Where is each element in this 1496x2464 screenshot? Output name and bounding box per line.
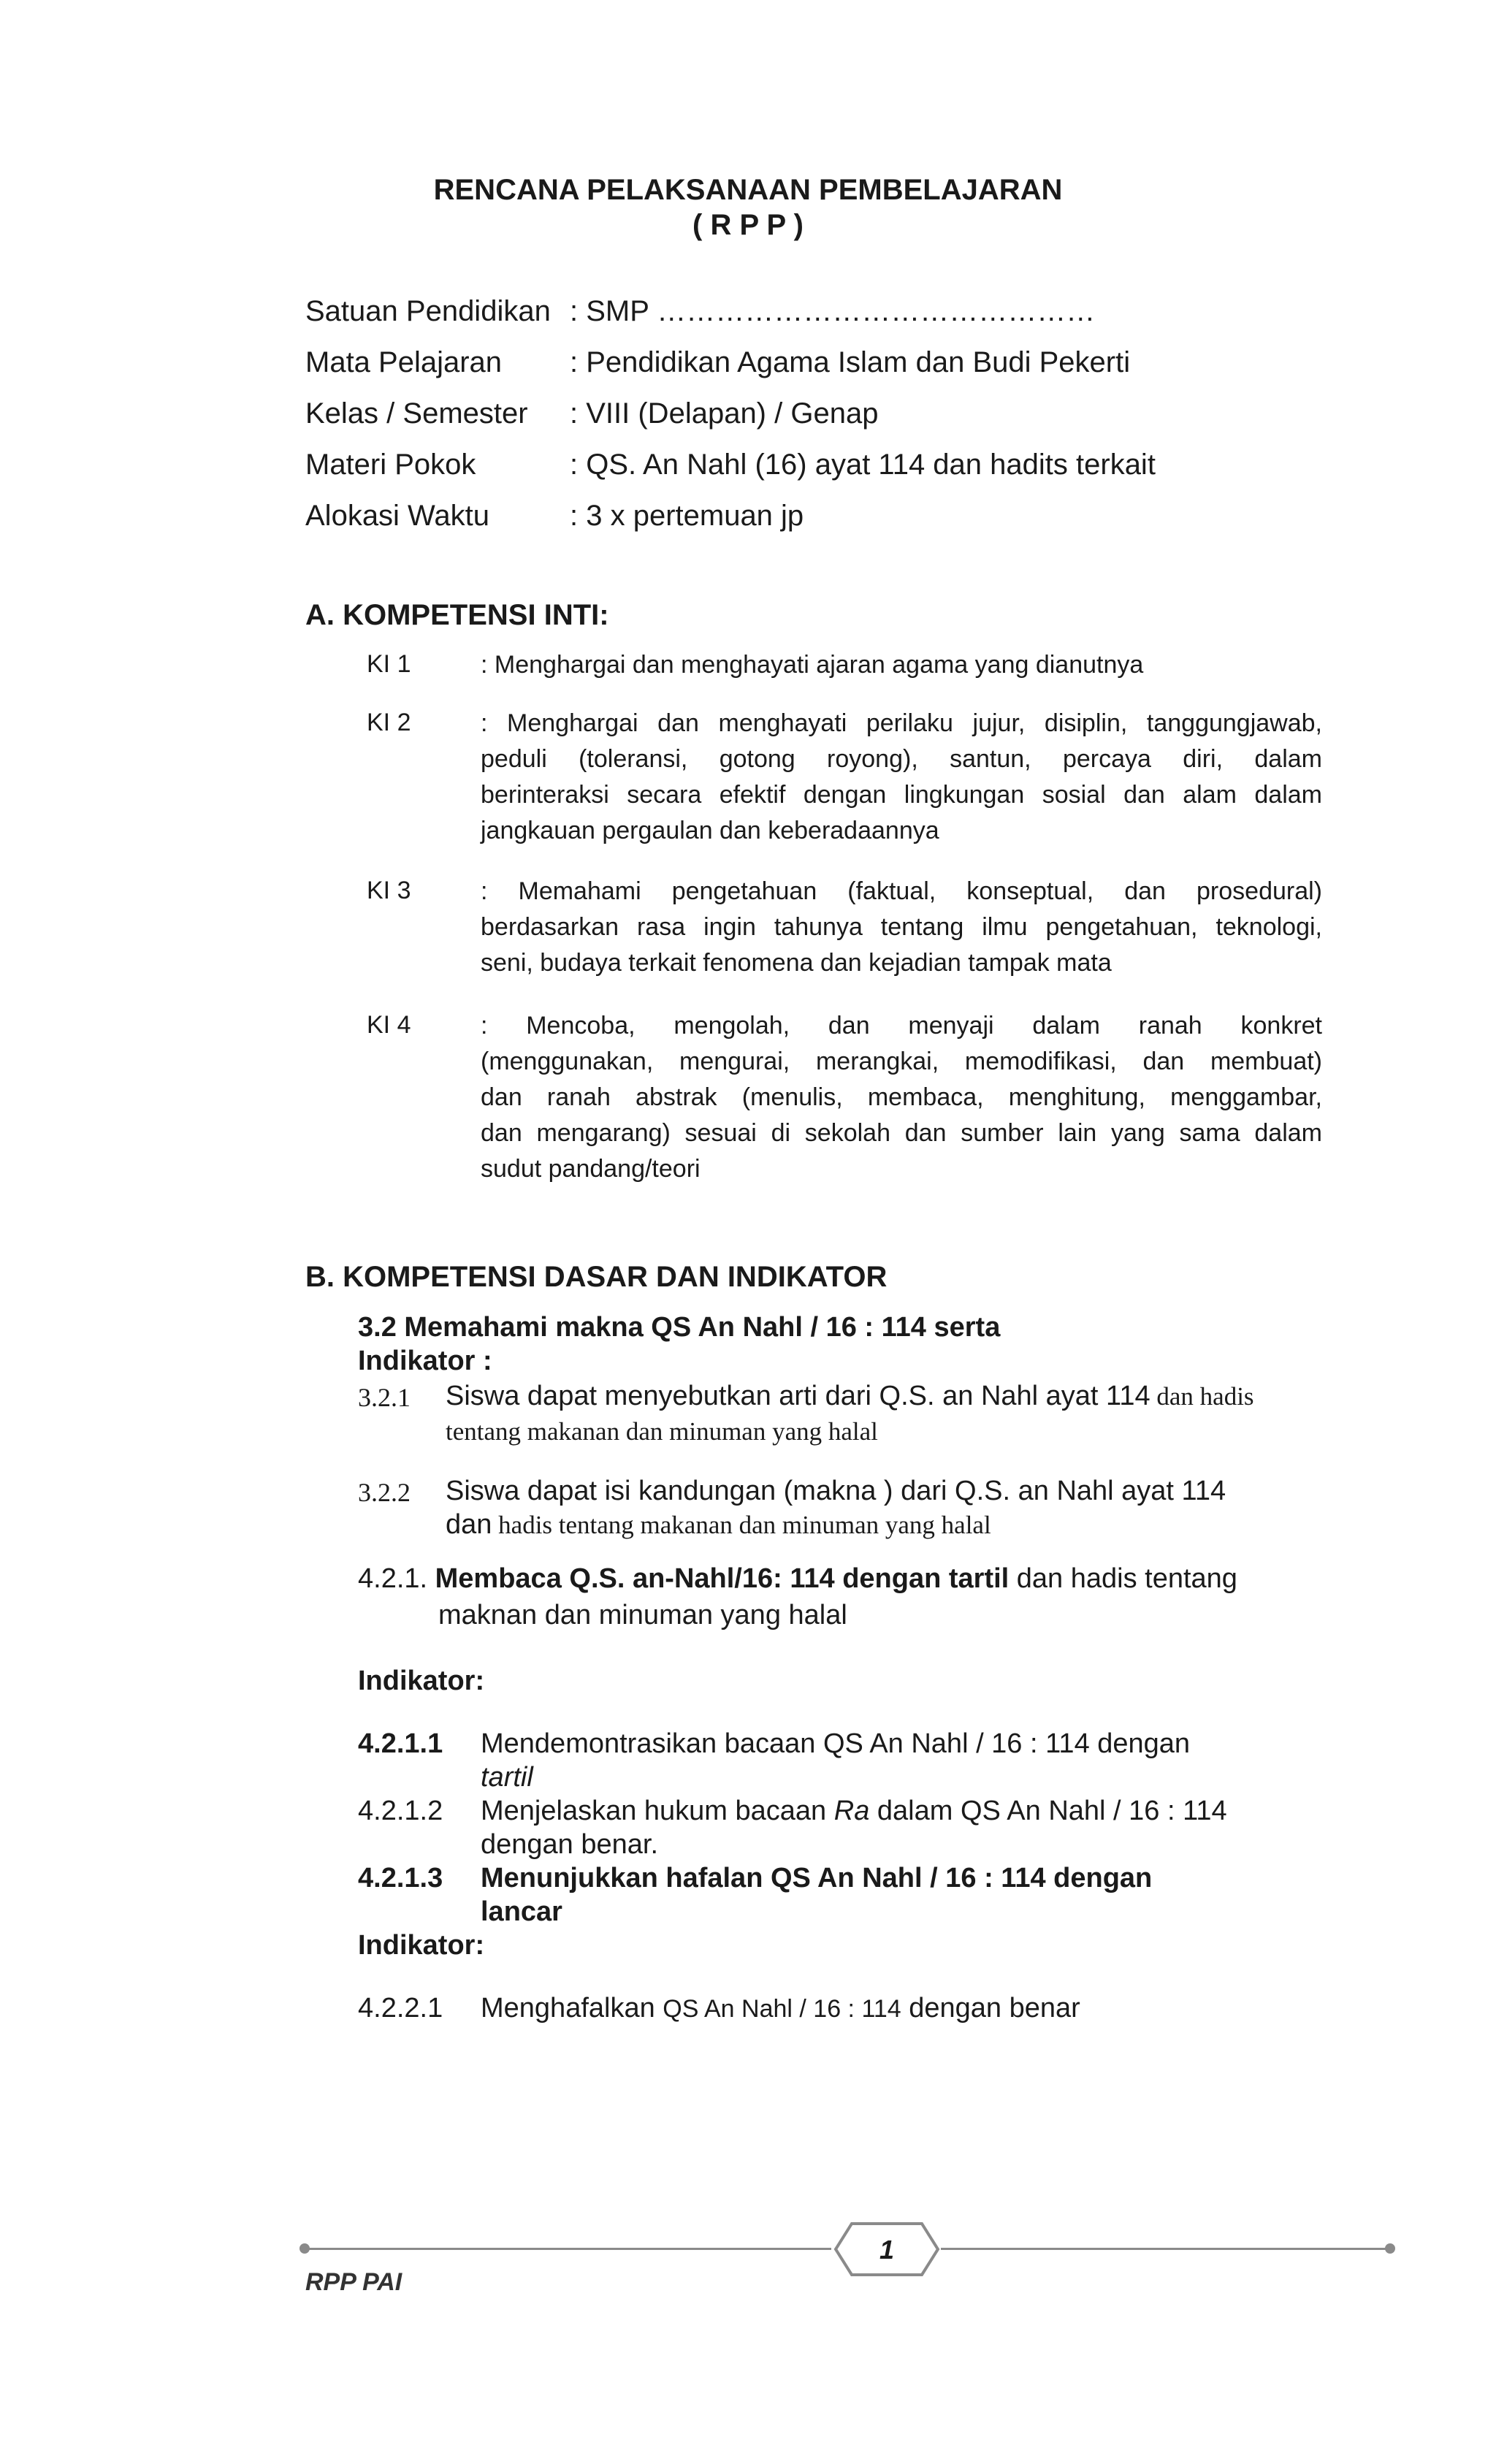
ki4-line-1: : Mencoba, mengolah, dan menyaji dalam ranah konkret <box>481 1012 1322 1040</box>
ind-3-2-2-line-2b: hadis tentang makanan dan minuman yang halal <box>492 1511 991 1539</box>
ind-3-2-1-text-b: dan hadis <box>1150 1382 1254 1411</box>
indikator-label-2: Indikator: <box>358 1666 485 1696</box>
ind-4-2-1-1-line-1: Mendemontrasikan bacaan QS An Nahl / 16 : 114 dengan <box>481 1728 1191 1759</box>
ind-4-2-1-2-line-1 <box>481 1796 1227 1827</box>
identity-label-materi: Materi Pokok <box>305 449 476 481</box>
ki1-text <box>481 647 1322 683</box>
identity-value-kelas: : VIII (Delapan) / Genap <box>570 397 879 430</box>
footer-rule-left <box>307 2248 831 2250</box>
ind-4-2-1-2-line-2: dengan benar. <box>481 1829 659 1860</box>
identity-label-mapel: Mata Pelajaran <box>305 346 503 378</box>
ind-4-2-1-3-num: 4.2.1.3 <box>358 1863 443 1893</box>
ind-3-2-2-line-1: Siswa dapat isi kandungan (makna ) dari Q.S. an Nahl ayat 114 <box>446 1476 1226 1506</box>
ind-3-2-1-line-1 <box>446 1381 1254 1412</box>
footer-dot-right <box>1385 2243 1395 2254</box>
ind-4-2-2-1-line-1 <box>481 1993 1080 2024</box>
identity-value-materi: : QS. An Nahl (16) ayat 114 dan hadits terkait <box>570 449 1156 481</box>
ki4-text <box>481 1008 1322 1187</box>
ki2-line-2: peduli (toleransi, gotong royong), santun, percaya diri, dalam <box>481 745 1322 773</box>
ki4-label: KI 4 <box>367 1011 411 1039</box>
identity-label-alokasi: Alokasi Waktu <box>305 500 489 532</box>
ind-3-2-1-text-a: Siswa dapat menyebutkan arti dari Q.S. an Nahl ayat 114 <box>446 1381 1150 1411</box>
ind-4-2-1-1-line-2: tartil <box>481 1762 533 1793</box>
section-b-heading: B. KOMPETENSI DASAR DAN INDIKATOR <box>305 1261 888 1293</box>
ind-4-2-1-2-text-b: Ra <box>833 1796 870 1826</box>
ind-4-2-1-2-text-c: dalam QS An Nahl / 16 : 114 <box>869 1796 1227 1826</box>
ind-3-2-1-num: 3.2.1 <box>358 1383 411 1412</box>
identity-label-kelas: Kelas / Semester <box>305 397 528 430</box>
ki4-line-4: dan mengarang) sesuai di sekolah dan sumber lain yang sama dalam <box>481 1119 1322 1147</box>
ki4-line-3: dan ranah abstrak (menulis, membaca, menghitung, menggambar, <box>481 1083 1322 1111</box>
identity-label-satuan: Satuan Pendidikan <box>305 295 551 327</box>
kd-4-2-1-line-2: maknan dan minuman yang halal <box>438 1600 847 1630</box>
kd-4-2-1-bold: Membaca Q.S. an-Nahl/16: 114 dengan tartil <box>427 1563 1010 1594</box>
ind-3-2-2-num: 3.2.2 <box>358 1478 411 1507</box>
kd-3-2: 3.2 Memahami makna QS An Nahl / 16 : 114 serta <box>358 1312 1001 1343</box>
identity-value-satuan: : SMP ……………………………………… <box>570 295 1096 327</box>
indikator-label-3: Indikator: <box>358 1930 485 1961</box>
ind-4-2-1-3-line-1: Menunjukkan hafalan QS An Nahl / 16 : 114 dengan <box>481 1863 1153 1893</box>
ki3-line-3: seni, budaya terkait fenomena dan kejadian tampak mata <box>481 949 1112 977</box>
ki4-line-5: sudut pandang/teori <box>481 1155 701 1183</box>
ind-4-2-1-2-num: 4.2.1.2 <box>358 1796 443 1826</box>
document-title: RENCANA PELAKSANAAN PEMBELAJARAN <box>433 174 1063 206</box>
ind-4-2-2-1-text-c: dengan benar <box>901 1993 1080 2024</box>
ki2-line-4: jangkauan pergaulan dan keberadaannya <box>481 817 939 844</box>
identity-value-mapel: : Pendidikan Agama Islam dan Budi Pekerti <box>570 346 1131 378</box>
ind-3-2-1-line-2: tentang makanan dan minuman yang halal <box>446 1417 878 1446</box>
ki3-label: KI 3 <box>367 877 411 904</box>
ind-4-2-1-1-num: 4.2.1.1 <box>358 1728 443 1759</box>
ki3-line-1: : Memahami pengetahuan (faktual, konseptual, dan prosedural) <box>481 877 1322 905</box>
indikator-label-1: Indikator : <box>358 1346 492 1376</box>
identity-value-alokasi: : 3 x pertemuan jp <box>570 500 804 532</box>
page-number: 1 <box>879 2235 895 2265</box>
ki1-label: KI 1 <box>367 650 411 678</box>
ki2-line-3: berinteraksi secara efektif dengan lingkungan sosial dan alam dalam <box>481 781 1322 809</box>
section-a-heading: A. KOMPETENSI INTI: <box>305 599 609 631</box>
ind-4-2-2-1-text-b: QS An Nahl / 16 : 114 <box>663 1995 901 2023</box>
kd-4-2-1-num: 4.2.1. <box>358 1563 428 1594</box>
kd-4-2-1-rest: dan hadis tentang <box>1009 1563 1237 1594</box>
page-number-badge <box>825 2221 948 2278</box>
ind-3-2-2-line-2 <box>446 1509 991 1541</box>
ki3-line-2: berdasarkan rasa ingin tahunya tentang ilmu pengetahuan, teknologi, <box>481 913 1322 941</box>
document-subtitle: ( R P P ) <box>692 209 804 241</box>
ind-4-2-2-1-text-a: Menghafalkan <box>481 1993 663 2024</box>
ind-4-2-2-1-num: 4.2.2.1 <box>358 1993 443 2024</box>
ki3-text <box>481 874 1322 981</box>
ki4-line-2: (menggunakan, mengurai, merangkai, memodifikasi, dan membuat) <box>481 1048 1322 1075</box>
ki2-text <box>481 706 1322 849</box>
footer-doc-label: RPP PAI <box>305 2268 402 2296</box>
kd-4-2-1-line-1 <box>358 1563 1237 1595</box>
ind-3-2-2-line-2a: dan <box>446 1509 492 1540</box>
ind-4-2-1-3-line-2: lancar <box>481 1896 562 1927</box>
ind-4-2-1-2-text-a: Menjelaskan hukum bacaan <box>481 1796 834 1826</box>
ki2-line-1: : Menghargai dan menghayati perilaku jujur, disiplin, tanggungjawab, <box>481 709 1322 737</box>
ki2-label: KI 2 <box>367 709 411 736</box>
ki1-line-1: : Menghargai dan menghayati ajaran agama yang dianutnya <box>481 651 1144 679</box>
footer-rule-right <box>941 2248 1389 2250</box>
